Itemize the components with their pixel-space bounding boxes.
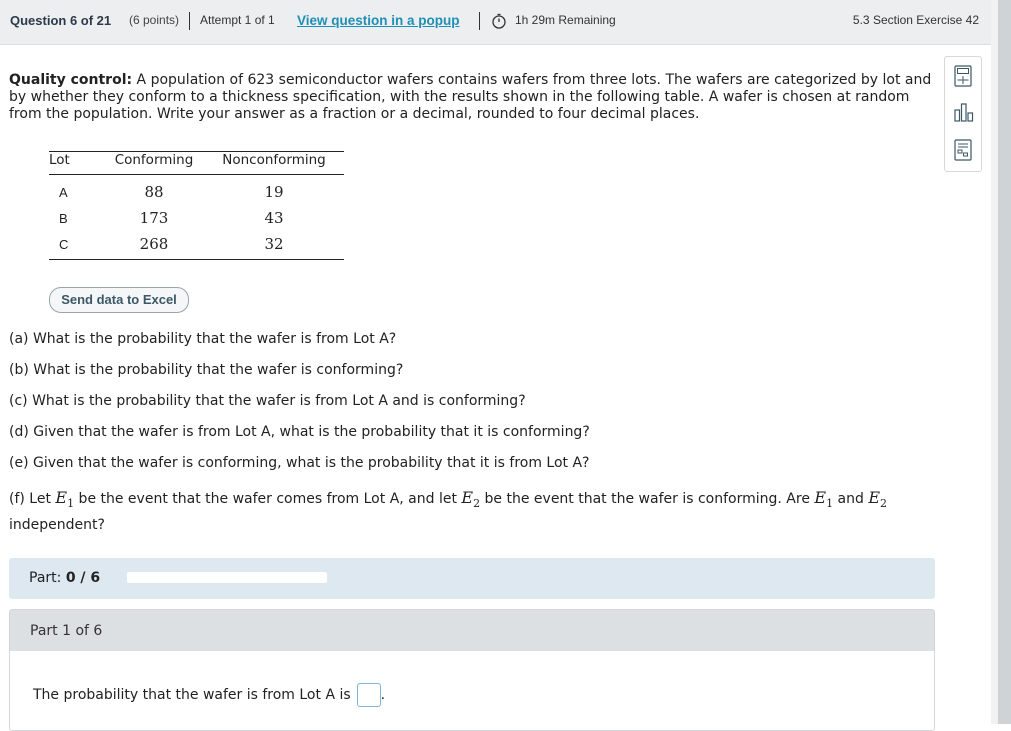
divider <box>479 12 480 30</box>
table-cell: 43 <box>264 209 284 227</box>
table-cell: 173 <box>139 209 169 227</box>
question-f-continued: independent? <box>9 517 105 533</box>
table-cell: C <box>59 236 69 252</box>
table-cell: B <box>59 210 68 226</box>
bar-chart-icon[interactable] <box>954 101 972 123</box>
math-subscript: 1 <box>826 497 834 511</box>
part-progress-value: 0 / 6 <box>65 570 101 586</box>
math-subscript: 1 <box>67 497 75 511</box>
answer-prompt: The probability that the wafer is from Lot A is <box>33 687 351 703</box>
part-panel <box>9 609 935 731</box>
data-sheet-icon[interactable] <box>954 139 972 161</box>
attempt-counter: Attempt 1 of 1 <box>200 13 275 27</box>
table-row <box>49 175 344 206</box>
calculator-icon[interactable] <box>954 65 972 87</box>
math-symbol: E <box>868 488 881 507</box>
problem-body: A population of 623 semiconductor wafers contains wafers from three lots. The wafers are categorized by lot and by whether they conform to a thickness specification, with the results shown in the following table. A wafer is chosen at random from the population. Write your answer as a fraction or a decimal, rounded to four decimal places. <box>9 72 932 122</box>
part-progress-title: Part: <box>29 570 62 586</box>
scrollbar-thumb[interactable] <box>998 0 1011 724</box>
time-remaining: 1h 29m Remaining <box>515 13 616 27</box>
progress-track <box>127 572 327 583</box>
question-f-text: be the event that the wafer comes from Lot A, and let <box>74 491 462 507</box>
answer-suffix: . <box>380 687 386 703</box>
part-progress-label <box>29 570 100 586</box>
column-header: Conforming <box>114 152 194 168</box>
problem-title: Quality control: <box>9 72 133 88</box>
table-cell: A <box>59 184 68 200</box>
event-e2 <box>868 488 888 511</box>
event-e1 <box>55 488 75 511</box>
table-header-row <box>49 152 344 175</box>
question-header-bar <box>0 0 991 45</box>
table-row <box>49 231 344 260</box>
part-header <box>10 610 934 651</box>
view-in-popup-link[interactable]: View question in a popup <box>297 13 460 28</box>
event-e1 <box>814 488 834 511</box>
question-e: (e) Given that the wafer is conforming, what is the probability that it is from Lot A? <box>9 455 590 471</box>
table-cell: 88 <box>144 183 164 201</box>
part-progress-bar <box>9 558 935 599</box>
math-symbol: E <box>461 488 474 507</box>
question-f-text: (f) Let <box>9 491 56 507</box>
table-row <box>49 205 344 231</box>
question-b: (b) What is the probability that the wafer is conforming? <box>9 362 404 378</box>
math-symbol: E <box>55 488 68 507</box>
answer-line <box>33 683 385 707</box>
problem-text <box>9 72 939 123</box>
column-header: Lot <box>49 152 70 168</box>
question-d: (d) Given that the wafer is from Lot A, what is the probability that it is conforming? <box>9 424 590 440</box>
question-a: (a) What is the probability that the wafer is from Lot A? <box>9 331 397 347</box>
answer-input[interactable] <box>357 683 381 707</box>
table-cell: 32 <box>264 235 284 253</box>
data-table <box>49 151 344 260</box>
tool-panel <box>944 56 982 172</box>
math-subscript: 2 <box>473 497 481 511</box>
question-c: (c) What is the probability that the wafer is from Lot A and is conforming? <box>9 393 526 409</box>
question-f <box>9 488 887 510</box>
table-cell: 19 <box>264 183 284 201</box>
math-subscript: 2 <box>880 497 888 511</box>
table-cell: 268 <box>139 235 169 253</box>
divider <box>189 12 190 30</box>
timer-icon <box>491 13 507 29</box>
question-f-text: and <box>833 491 869 507</box>
question-points: (6 points) <box>129 13 180 27</box>
section-label: 5.3 Section Exercise 42 <box>852 13 979 27</box>
math-symbol: E <box>814 488 827 507</box>
question-number: Question 6 of 21 <box>10 13 112 28</box>
event-e2 <box>461 488 481 511</box>
send-to-excel-button[interactable]: Send data to Excel <box>49 287 189 313</box>
question-f-text: be the event that the wafer is conforming. Are <box>480 491 815 507</box>
column-header: Nonconforming <box>222 152 326 168</box>
part-title: Part 1 of 6 <box>30 623 103 639</box>
problem-statement <box>9 72 939 123</box>
